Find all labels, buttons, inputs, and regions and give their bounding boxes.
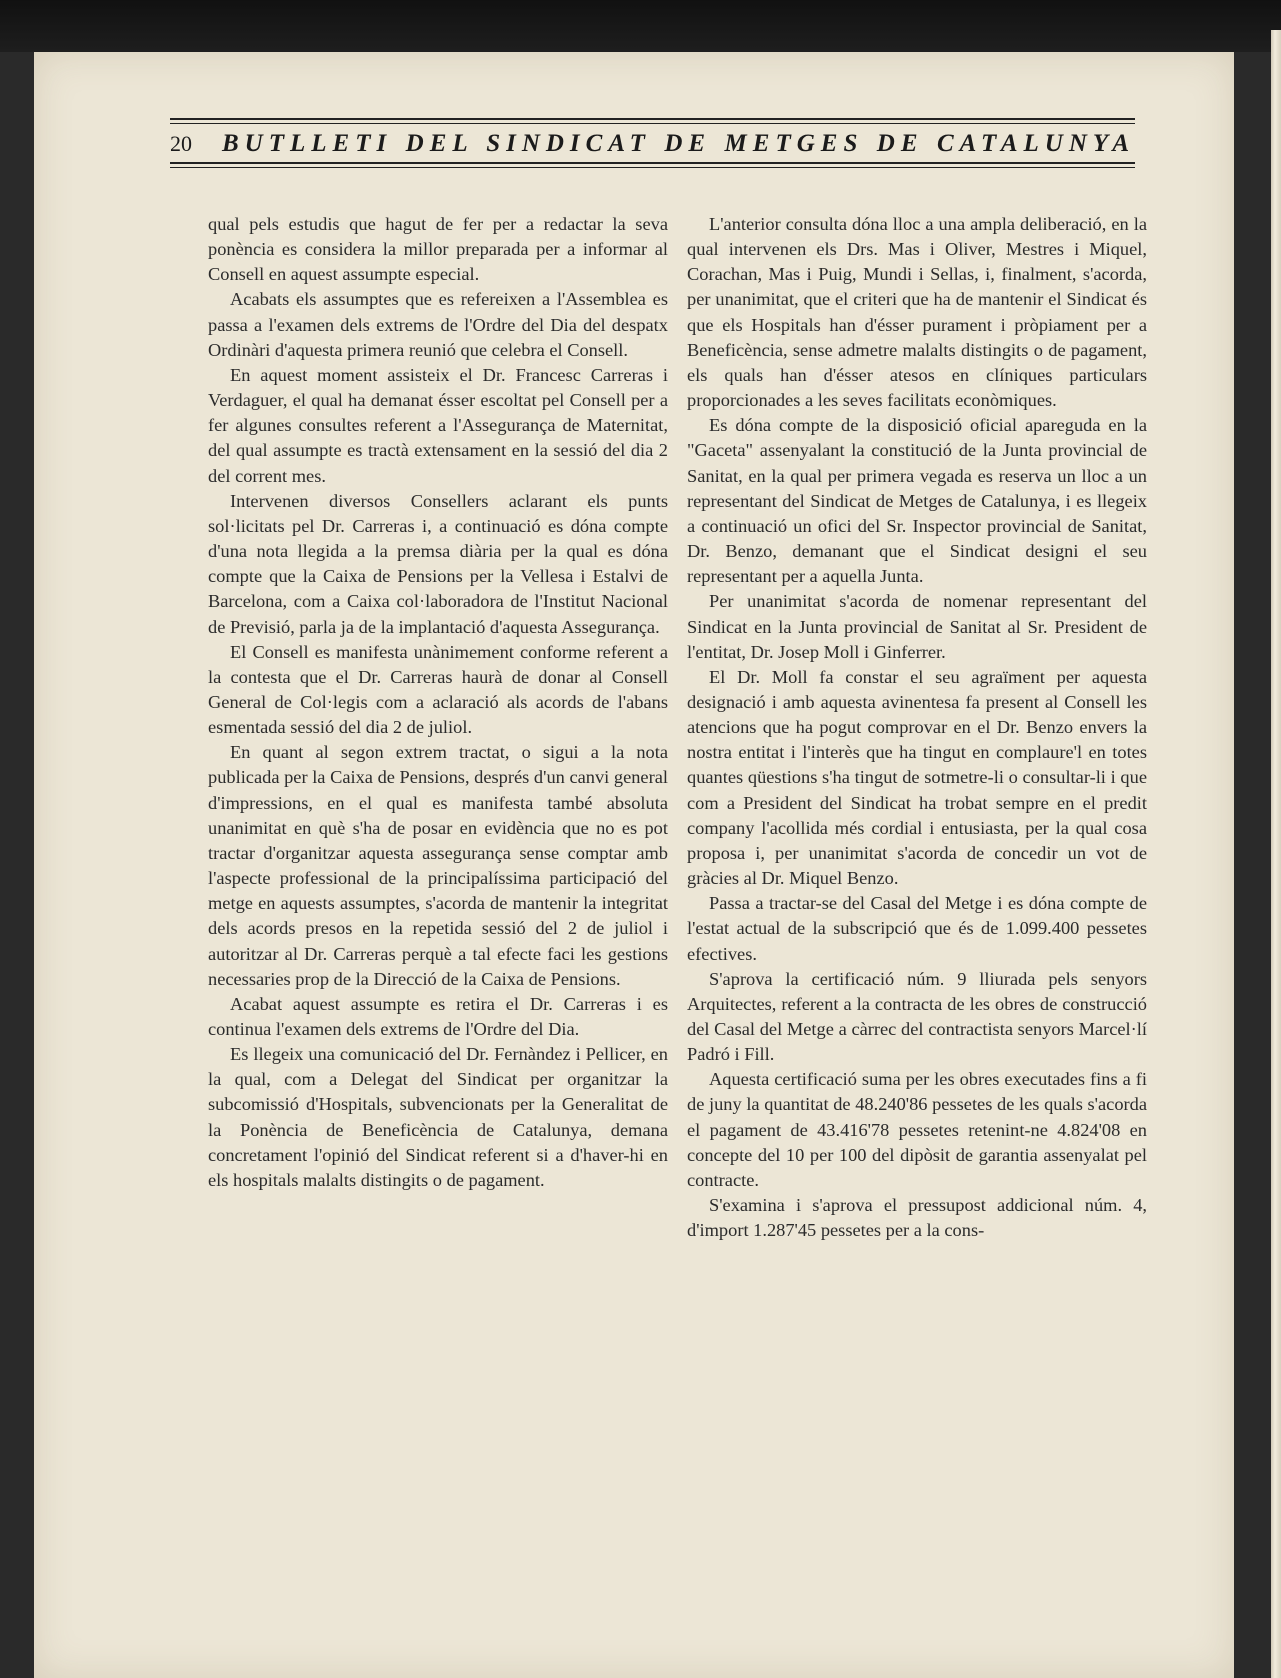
paragraph: S'aprova la certificació núm. 9 lliurada pels senyors Arquitectes, referent a la contracta de les obres de construcció del Casal del Metge a càrrec del contractista senyors Marcel·lí Padró i Fill. xyxy=(687,968,1147,1065)
paragraph: Intervenen diversos Consellers aclarant els punts sol·licitats pel Dr. Carreras i, a continuació es dóna compte d'una nota llegida a la premsa diària per la qual es dóna compte que la Caixa de Pensions per la Vellesa i Estalvi de Barcelona, com a Caixa col·laboradora de l'Institut Nacional de Previsió, parla ja de la implantació d'aquesta Assegurança. xyxy=(208,490,668,637)
header-row xyxy=(170,124,1135,162)
header-rule-top xyxy=(170,118,1135,120)
paragraph: L'anterior consulta dóna lloc a una ampla deliberació, en la qual intervenen els Drs. Mas i Oliver, Mestres i Miquel, Corachan, Mas i Puig, Mundi i Sellas, i, finalment, s'acorda, per unanimitat, que el criteri que ha de mantenir el Sindicat és que els Hospitals han d'ésser purament i pròpiament per a Beneficència, sense admetre malalts distingits o de pagament, els quals han d'ésser atesos en clíniques particulars proporcionades a les seves facilitats econòmiques. xyxy=(687,214,1147,411)
paragraph: En quant al segon extrem tractat, o sigui a la nota publicada per la Caixa de Pensions, després d'un canvi general d'impressions, en el qual es manifesta també absoluta unanimitat en què s'ha de posar en evidència que no es pot tractar d'organitzar aquesta assegurança sense comptar amb l'aspecte professional de la principalíssima participació del metge en aquests assumptes, s'acorda de mantenir la integritat dels acords presos en la repetida sessió del 2 de juliol i autoritzar al Dr. Carreras perquè a tal efecte faci les gestions necessaries prop de la Direcció de la Caixa de Pensions. xyxy=(208,742,668,989)
paragraph: S'examina i s'aprova el pressupost addicional núm. 4, d'import 1.287'45 pessetes per a la cons- xyxy=(687,1195,1147,1241)
paragraph: Acabats els assumptes que es refereixen a l'Assemblea es passa a l'examen dels extrems de l'Ordre del Dia del despatx Ordinàri d'aquesta primera reunió que celebra el Consell. xyxy=(208,289,668,360)
left-column xyxy=(208,212,668,1193)
paragraph: Aquesta certificació suma per les obres executades fins a fi de juny la quantitat de 48.240'86 pessetes de les quals s'acorda el pagament de 43.416'78 pessetes retenint-ne 4.824'08 en concepte del 10 per 100 del dipòsit de garantia assenyalat pel contracte. xyxy=(687,1069,1147,1190)
paragraph: El Dr. Moll fa constar el seu agraïment per aquesta designació i amb aquesta avinentesa fa present al Consell les atencions que ha pogut comprovar en el Dr. Benzo envers la nostra entitat i l'interès que ha tingut en complaure'l en totes quantes qüestions s'ha tingut de sotmetre-li o consultar-li i que com a President del Sindicat ha trobat sempre en el predit company l'acollida més cordial i entusiasta, per la qual cosa proposa i, per unanimitat s'acorda de concedir un vot de gràcies al Dr. Miquel Benzo. xyxy=(687,666,1147,889)
paragraph: Passa a tractar-se del Casal del Metge i es dóna compte de l'estat actual de la subscripció que és de 1.099.400 pessetes efectives. xyxy=(687,893,1147,964)
paragraph: Per unanimitat s'acorda de nomenar representant del Sindicat en la Junta provincial de Sanitat al Sr. President de l'entitat, Dr. Josep Moll i Ginferrer. xyxy=(687,591,1147,662)
paragraph: En aquest moment assisteix el Dr. Francesc Carreras i Verdaguer, el qual ha demanat ésser escoltat pel Consell per a fer algunes consultes referent a l'Assegurança de Maternitat, del qual assumpte es tractà extensament en la sessió del dia 2 del corrent mes. xyxy=(208,364,668,486)
paragraph: Es dóna compte de la disposició oficial apareguda en la "Gaceta" assenyalant la constitució de la Junta provincial de Sanitat, en la qual per primera vegada es reserva un lloc a un representant del Sindicat de Metges de Catalunya, i es llegeix a continuació un ofici del Sr. Inspector provincial de Sanitat, Dr. Benzo, demanant que el Sindicat designi el seu representant per a aquella Junta. xyxy=(687,415,1147,587)
header-rule-bottom-thin xyxy=(170,167,1135,168)
running-header xyxy=(170,118,1135,168)
page-edge xyxy=(1271,30,1281,1678)
paragraph: Es llegeix una comunicació del Dr. Fernàndez i Pellicer, en la qual, com a Delegat del Sindicat per organitzar la subcomissió d'Hospitals, subvencionats per la Generalitat de la Ponència de Beneficència de Catalunya, demana concretament l'opinió del Sindicat referent si a d'haver-hi en els hospitals malalts distingits o de pagament. xyxy=(208,1044,668,1190)
paragraph: Acabat aquest assumpte es retira el Dr. Carreras i es continua l'examen dels extrems de l'Ordre del Dia. xyxy=(208,993,668,1039)
running-title: BUTLLETI DEL SINDICAT DE METGES DE CATALUNYA xyxy=(222,130,1135,157)
paragraph: El Consell es manifesta unànimement conforme referent a la contesta que el Dr. Carreras haurà de donar al Consell General de Col·legis com a aclaració als acords de l'abans esmentada sessió del dia 2 de juliol. xyxy=(208,641,668,738)
paragraph: qual pels estudis que hagut de fer per a redactar la seva ponència es considera la millor preparada per a informar al Consell en aquest assumpte especial. xyxy=(208,214,668,285)
header-rule-bottom xyxy=(170,162,1135,164)
page-number: 20 xyxy=(170,131,192,156)
scan-background xyxy=(0,0,1281,52)
right-column xyxy=(687,212,1147,1243)
